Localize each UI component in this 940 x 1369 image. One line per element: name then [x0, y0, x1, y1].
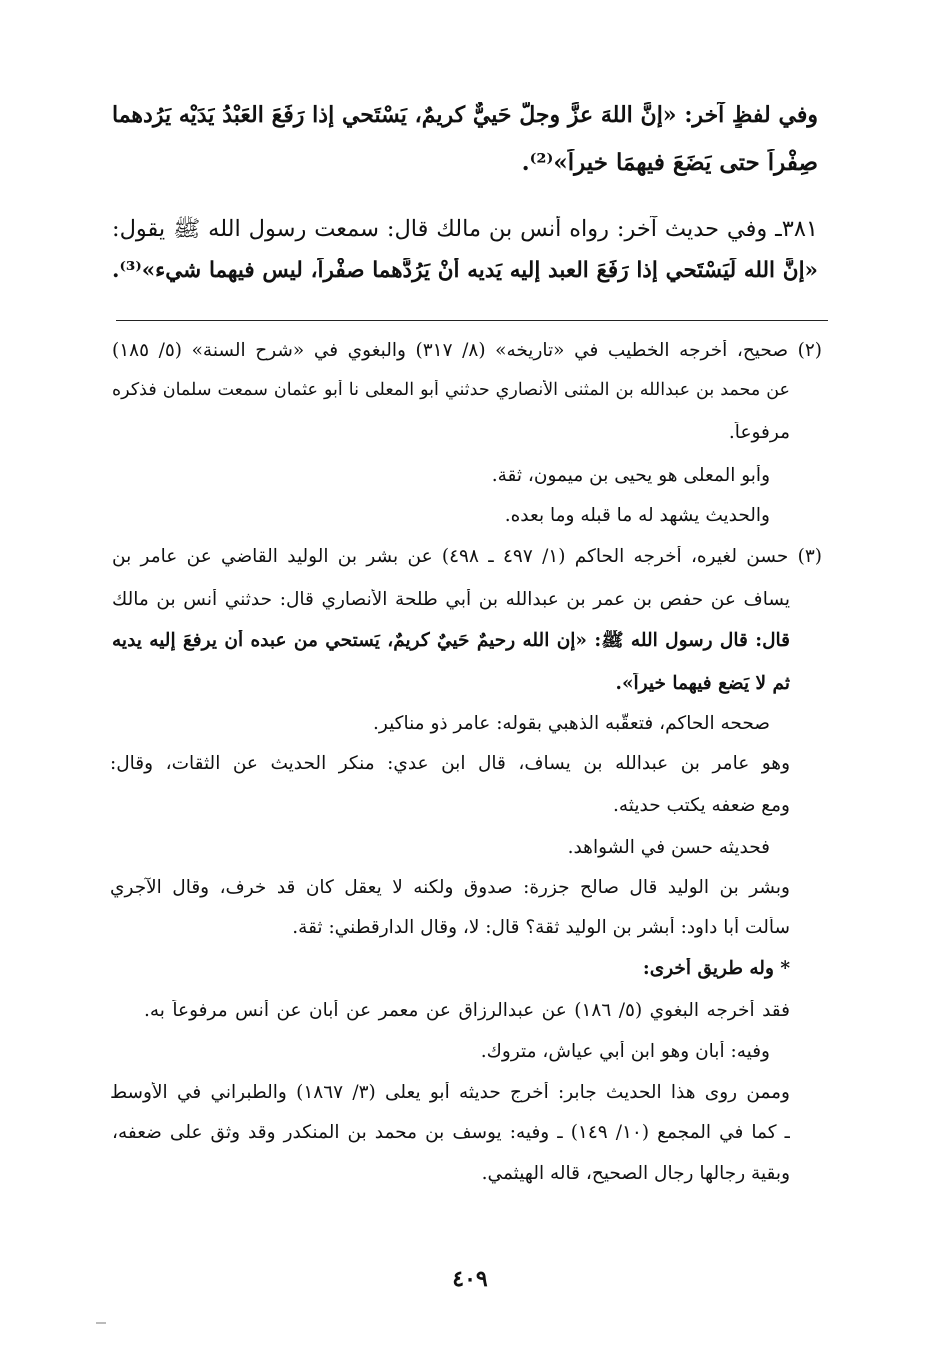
footnote-3-line: يساف عن حفص بن عمر بن عبدالله بن أبي طلحة الأنصاري قال: حدثني أنس بن مالك	[112, 589, 790, 610]
footnote-3-line: وممن روى هذا الحديث جابر: أخرج حديثه أبو يعلى (٣/ ١٨٦٧) والطبراني في الأوسط	[110, 1082, 790, 1103]
other-route-heading: * وله طريق أخرى:	[642, 958, 790, 979]
footnote-2-line: والحديث يشهد له ما قبله وما بعده.	[504, 505, 770, 526]
footnote-3-line: صححه الحاكم، فتعقَّبه الذهبي بقوله: عامر ذو مناكير.	[372, 713, 770, 734]
page-number: ٤٠٩	[452, 1266, 488, 1292]
footnote-separator	[116, 320, 828, 321]
footnote-2-line: مرفوعاً.	[728, 422, 790, 443]
footnote-3-line: وبقية رجالها رجال الصحيح، قاله الهيثمي.	[481, 1163, 790, 1184]
footnote-3-line: وهو عامر بن عبدالله بن يساف، قال ابن عدي: منكر الحديث عن الثقات، وقال:	[110, 753, 790, 774]
footnote-3-line: وفيه: أبان وهو ابن أبي عياش، متروك.	[480, 1041, 770, 1062]
footnote-2-line: وأبو المعلى هو يحيى بن ميمون، ثقة.	[491, 465, 770, 486]
footnote-3-line: ثم لا يَضع فيهما خيراً».	[615, 673, 790, 694]
footnote-3-line: سألت أبا داود: أبشر بن الوليد ثقة؟ قال: لا، وقال الدارقطني: ثقة.	[292, 917, 790, 938]
footnote-3-line: فقد أخرجه البغوي (٥/ ١٨٦) عن عبدالرزاق عن معمر عن أبان عن أنس مرفوعاً به.	[144, 1000, 790, 1021]
main-text-line: صِفْراً حتى يَضَعَ فيهمَا خيراً»⁽²⁾.	[521, 149, 818, 176]
footnote-3-line: ومع ضعفه يكتب حديثه.	[612, 795, 790, 816]
hadith-381-heading: ٣٨١ـ وفي حديث آخر: رواه أنس بن مالك قال: سمعت رسول الله ﷺ يقول:	[112, 216, 818, 242]
main-text-line: وفي لفظٍ آخر: «إنَّ اللهَ عزَّ وجلَّ حَييٌّ كريمٌ، يَسْتَحي إذا رَفَعَ العَبْدُ يَدَيْه يَرُدهما	[112, 102, 818, 128]
scan-mark	[96, 1322, 106, 1324]
main-text-line: «إنَّ الله لَيَسْتَحي إذا رَفَعَ العبد إليه يَديه أنْ يَرُدَّهما صفْراً، ليس فيهما شيء»⁽³⁾.	[112, 258, 818, 283]
footnote-2-line: (٢) صحيح، أخرجه الخطيب في «تاريخه» (٨/ ٣١٧) والبغوي في «شرح السنة» (٥/ ١٨٥)	[112, 340, 822, 361]
footnote-2-line: عن محمد بن عبدالله بن المثنى الأنصاري حدثني أبو المعلى نا أبو عثمان سمعت سلمان فذكره	[112, 380, 790, 400]
footnote-3-line: قال: قال رسول الله ﷺ: «إن الله رحيمٌ حَييٌ كريمٌ، يَستحي من عبده أن يرفعَ إليه يديه	[112, 630, 790, 651]
footnote-3-line: ـ كما في المجمع (١٠/ ١٤٩) ـ وفيه: يوسف بن محمد بن المنكدر وقد وثق على ضعفه،	[112, 1122, 790, 1143]
footnote-3-line: (٣) حسن لغيره، أخرجه الحاكم (١/ ٤٩٧ ـ ٤٩٨) عن بشر بن الوليد القاضي عن عامر بن	[112, 546, 822, 567]
footnote-3-line: وبشر بن الوليد قال صالح جزرة: صدوق ولكنه لا يعقل كان قد خرف، وقال الآجري	[110, 877, 790, 898]
footnote-3-line: فحديثه حسن في الشواهد.	[567, 837, 770, 858]
